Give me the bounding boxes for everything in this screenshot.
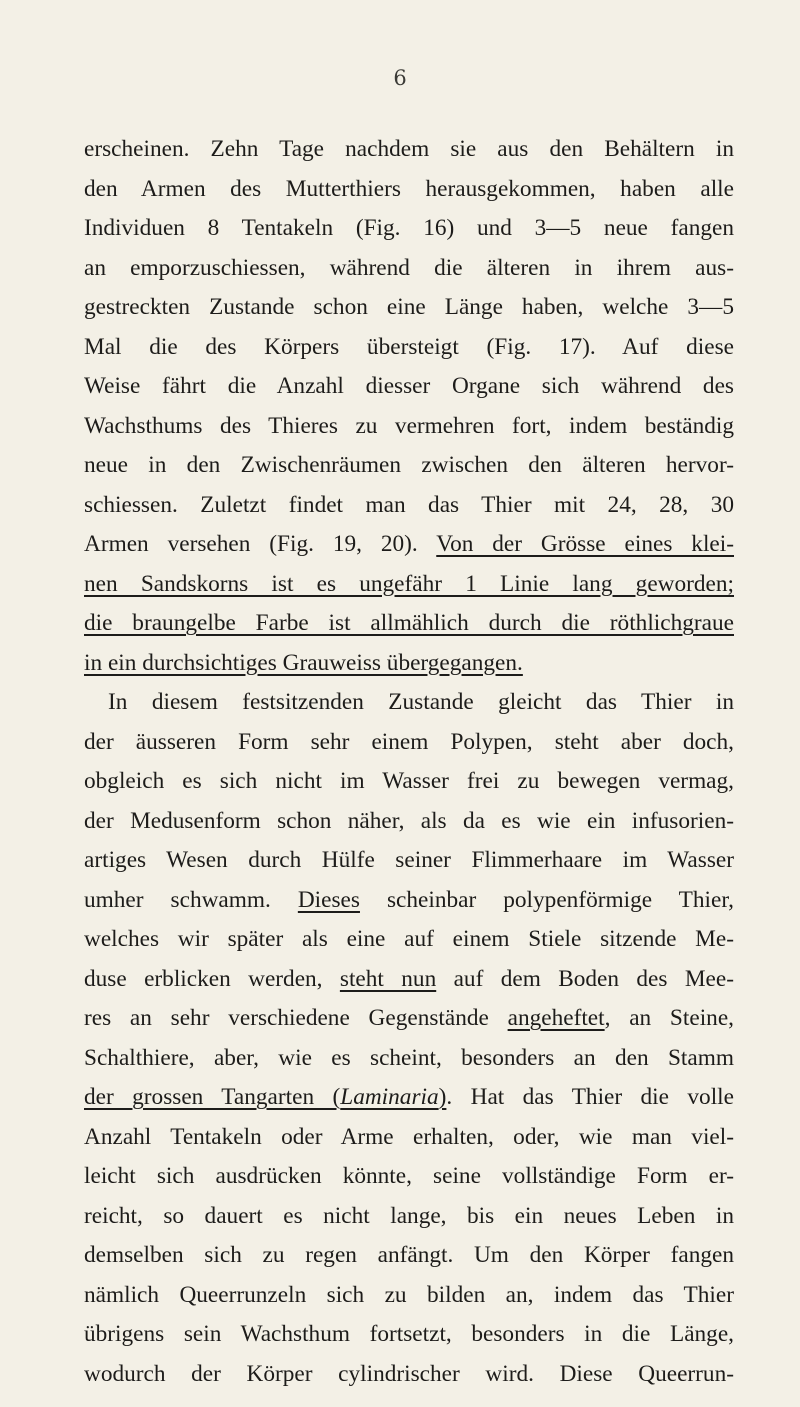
- underlined-text: in ein durchsichtiges Grauweiss übergegangen.: [84, 649, 523, 676]
- line-text: Armen versehen (Fig. 19, 20).: [84, 531, 437, 557]
- text-line: [84, 288, 734, 328]
- line-text: demselben sich zu regen anfängt. Um den Körper fangen: [84, 1242, 734, 1268]
- text-line: [84, 881, 734, 921]
- line-text: In diesem festsitzenden Zustande gleicht das Thier in: [108, 689, 734, 715]
- line-text: erscheinen. Zehn Tage nachdem sie aus den Behältern in: [84, 136, 734, 162]
- text-line: [84, 328, 734, 368]
- text-line: [84, 367, 734, 407]
- text-line: [84, 1157, 734, 1197]
- underlined-text: steht nun: [339, 965, 437, 992]
- text-line: [84, 1236, 734, 1276]
- line-text: Mal die des Körpers übersteigt (Fig. 17). Auf diese: [84, 333, 734, 360]
- line-text: der Medusenform schon näher, als da es wie ein infusorien-: [84, 807, 734, 834]
- underlined-text: Von der Grösse eines klei-: [436, 531, 734, 557]
- text-line: [84, 407, 734, 447]
- underlined-text: nen Sandskorns ist es ungefähr 1 Linie lang geworden;: [84, 570, 734, 597]
- line-text: wodurch der Körper cylindrischer wird. Diese Queerrun-: [84, 1360, 734, 1387]
- text-line: [84, 1355, 734, 1395]
- line-text: Weise fährt die Anzahl diesser Organe sich während des: [84, 373, 734, 399]
- text-line: [84, 565, 734, 605]
- line-text: gestreckten Zustande schon eine Länge haben, welche 3—5: [84, 294, 734, 320]
- line-text: umher schwamm.: [84, 886, 298, 913]
- line-text: scheinbar polypenförmige Thier,: [359, 886, 734, 913]
- line-text: reicht, so dauert es nicht lange, bis ein neues Leben in: [84, 1202, 734, 1229]
- text-line: [84, 209, 734, 249]
- underlined-text: Dieses: [297, 886, 360, 913]
- underlined-text: ): [438, 1084, 447, 1110]
- underlined-text: angeheftet: [507, 1005, 605, 1031]
- page-number: 6: [393, 66, 407, 90]
- text-line: [84, 762, 734, 802]
- text-line: [84, 1118, 734, 1158]
- line-text: den Armen des Mutterthiers herausgekommen, haben alle: [84, 175, 734, 202]
- underlined-text: die braungelbe Farbe ist allmählich durch die röthlichgraue: [84, 610, 734, 636]
- line-text: Individuen 8 Tentakeln (Fig. 16) und 3—5 neue fangen: [84, 215, 734, 241]
- line-text: Anzahl Tentakeln oder Arme erhalten, oder, wie man viel-: [84, 1123, 734, 1150]
- text-line: [84, 920, 734, 960]
- line-text: neue in den Zwischenräumen zwischen den älteren hervor-: [84, 452, 734, 478]
- line-text: der äusseren Form sehr einem Polypen, steht aber doch,: [84, 728, 734, 755]
- text-line: [84, 999, 734, 1039]
- text-line: [84, 683, 734, 723]
- text-line: [84, 525, 734, 565]
- text-line: [84, 644, 734, 684]
- line-text: nämlich Queerrunzeln sich zu bilden an, indem das Thier: [84, 1281, 734, 1308]
- line-text: Schalthiere, aber, wie es scheint, besonders an den Stamm: [84, 1044, 734, 1071]
- line-text: an emporzuschiessen, während die älteren in ihrem aus-: [84, 254, 734, 281]
- line-text: duse erblicken werden,: [84, 965, 340, 992]
- underlined-text: Laminaria: [340, 1084, 439, 1110]
- line-text: res an sehr verschiedene Gegenstände: [84, 1005, 508, 1031]
- text-line: [84, 841, 734, 881]
- text-line: [84, 1039, 734, 1079]
- text-line: [84, 960, 734, 1000]
- text-line: [84, 446, 734, 486]
- text-line: [84, 604, 734, 644]
- line-text: auf dem Boden des Mee-: [436, 965, 734, 992]
- line-text: leicht sich ausdrücken könnte, seine vollständige Form er-: [84, 1163, 734, 1189]
- text-line: [84, 1276, 734, 1316]
- underlined-text: der grossen Tangarten (: [84, 1084, 341, 1110]
- line-text: , an Steine,: [604, 1005, 734, 1031]
- line-text: schiessen. Zuletzt findet man das Thier mit 24, 28, 30: [84, 491, 734, 518]
- line-text: artiges Wesen durch Hülfe seiner Flimmerhaare im Wasser: [84, 847, 734, 873]
- line-text: Wachsthums des Thieres zu vermehren fort, indem beständig: [84, 412, 734, 439]
- line-text: welches wir später als eine auf einem Stiele sitzende Me-: [84, 926, 734, 952]
- line-text: übrigens sein Wachsthum fortsetzt, besonders in die Länge,: [84, 1321, 734, 1347]
- text-line: [84, 170, 734, 210]
- text-line: [84, 249, 734, 289]
- text-line: [84, 723, 734, 763]
- line-text: . Hat das Thier die volle: [446, 1084, 734, 1110]
- text-line: [84, 130, 734, 170]
- text-line: [84, 1078, 734, 1118]
- body-text: [84, 130, 734, 1394]
- text-line: [84, 802, 734, 842]
- text-line: [84, 486, 734, 526]
- text-line: [84, 1315, 734, 1355]
- text-line: [84, 1197, 734, 1237]
- line-text: obgleich es sich nicht im Wasser frei zu bewegen vermag,: [84, 768, 734, 794]
